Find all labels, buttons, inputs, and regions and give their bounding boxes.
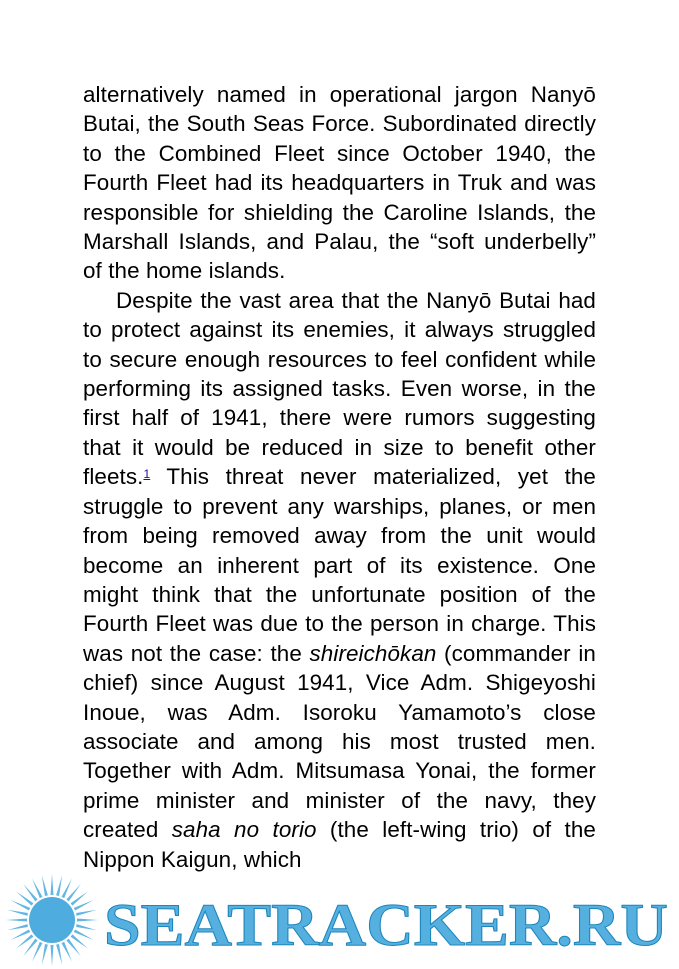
sun-ray	[56, 875, 62, 896]
sun-ray	[42, 944, 48, 965]
sun-ray	[76, 910, 97, 916]
paragraph-2-text-a: Despite the vast area that the Nanyō Butai had to protect against its enemies, it always struggled to secure enough resources to feel confident while performing its assigned tasks. Even worse, in the first half of 1941, there were rumors suggesting that it would be reduced in size to benefit other fleets.	[83, 287, 596, 490]
sun-ray	[6, 919, 27, 922]
sun-ray	[77, 919, 98, 922]
sun-ray	[7, 924, 28, 930]
watermark	[0, 872, 679, 968]
sun-ray	[42, 875, 48, 896]
term-shireichokan: shireichōkan	[309, 640, 437, 666]
sun-ray	[76, 924, 97, 930]
paragraph-2	[83, 286, 596, 874]
footnote-link[interactable]: 1	[143, 467, 151, 482]
term-saha-no-torio: saha no torio	[171, 817, 317, 843]
page-body	[83, 80, 596, 874]
paragraph-2-text-d: (the left-wing trio) of the Nippon Kaigun, which	[83, 817, 596, 872]
watermark-text: SEATRACKER.RU	[104, 892, 668, 958]
sun-ray	[51, 874, 54, 895]
sun-ray	[56, 944, 62, 965]
paragraph-2-text-c: (commander in chief) since August 1941, Vice Adm. Shigeyoshi Inoue, was Adm. Isoroku Yamamoto’s close associate and among his most trusted men. Together with Adm. Mitsumasa Yonai, the former prime minister and minister of the navy, they created	[83, 640, 596, 843]
paragraph-2-text-b: This threat never materialized, yet the struggle to prevent any warships, planes, or men from being removed away from the unit would become an inherent part of its existence. One might think that the unfortunate position of the Fourth Fleet was due to the person in charge. This was not the case: the	[83, 464, 596, 666]
sun-ray	[51, 945, 54, 966]
sun-ray	[7, 910, 28, 916]
paragraph-1: alternatively named in operational jargon Nanyō Butai, the South Seas Force. Subordinated directly to the Combined Fleet since October 1940, the Fourth Fleet had its headquarters in Truk and was responsible for shielding the Caroline Islands, the Marshall Islands, and Palau, the “soft underbelly” of the home islands.	[83, 82, 596, 284]
sun-burst-icon	[6, 874, 98, 966]
